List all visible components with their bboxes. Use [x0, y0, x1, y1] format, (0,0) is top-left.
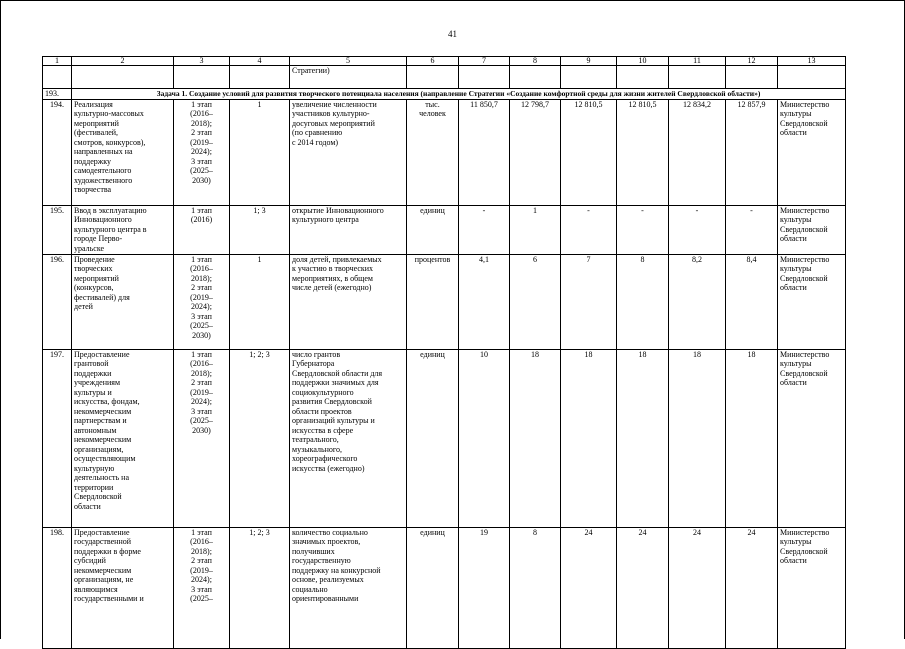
table-row	[43, 254, 846, 349]
empty-cell	[669, 66, 726, 89]
measure-cell: Предоставление государственной поддержки в форме субсидий некоммерческим организациям, не являющимся государственными и	[72, 527, 174, 648]
column-number: 9	[561, 57, 617, 66]
stages-cell: 1 этап (2016– 2018); 2 этап (2019– 2024); 3 этап (2025– 2030)	[174, 349, 230, 527]
column-number: 3	[174, 57, 230, 66]
value-2018: 6	[510, 254, 561, 349]
column-number: 2	[72, 57, 174, 66]
column-number: 8	[510, 57, 561, 66]
value-2027: 8,2	[669, 254, 726, 349]
row-number: 195.	[43, 205, 72, 254]
stages-cell: 1 этап (2016– 2018); 2 этап (2019– 2024); 3 этап (2025–	[174, 527, 230, 648]
empty-cell	[230, 66, 290, 89]
task-heading: Задача 1. Создание условий для развития творческого потенциала населения (направление Стратегии «Создание комфортной среды для жизни жителей Свердловской области»)	[72, 89, 846, 100]
row-number: 198.	[43, 527, 72, 648]
value-2024: 24	[617, 527, 669, 648]
empty-cell	[561, 66, 617, 89]
table-row	[43, 349, 846, 527]
executor-cell: Министерство культуры Свердловской области	[778, 205, 846, 254]
executor-cell: Министерство культуры Свердловской области	[778, 527, 846, 648]
column-number: 12	[726, 57, 778, 66]
column-number: 10	[617, 57, 669, 66]
empty-cell	[726, 66, 778, 89]
column-number: 6	[407, 57, 459, 66]
row-number: 193.	[43, 89, 72, 100]
table-row	[43, 527, 846, 648]
goal-ref-cell: 1; 2; 3	[230, 349, 290, 527]
value-2027: 12 834,2	[669, 99, 726, 205]
goal-ref-cell: 1; 3	[230, 205, 290, 254]
goal-ref-cell: 1	[230, 254, 290, 349]
empty-cell	[72, 66, 174, 89]
stages-cell: 1 этап (2016)	[174, 205, 230, 254]
strategy-table	[42, 56, 846, 649]
measure-cell: Ввод в эксплуатацию Инновационного культурного центра в городе Перво- уральске	[72, 205, 174, 254]
executor-cell: Министерство культуры Свердловской области	[778, 99, 846, 205]
continuation-text: Стратегии)	[290, 66, 407, 89]
value-2018: 1	[510, 205, 561, 254]
unit-cell: единиц	[407, 349, 459, 527]
column-number-row	[43, 57, 846, 66]
table-row	[43, 99, 846, 205]
goal-ref-cell: 1; 2; 3	[230, 527, 290, 648]
unit-cell: единиц	[407, 205, 459, 254]
unit-cell: единиц	[407, 527, 459, 648]
value-2027: -	[669, 205, 726, 254]
column-number: 7	[459, 57, 510, 66]
indicator-cell: количество социально значимых проектов, получивших государственную поддержку на конкурсной основе, реализуемых социально ориентированными	[290, 527, 407, 648]
column-number: 4	[230, 57, 290, 66]
row-number: 194.	[43, 99, 72, 205]
value-2020: 24	[561, 527, 617, 648]
value-2030: 12 857,9	[726, 99, 778, 205]
empty-cell	[174, 66, 230, 89]
empty-cell	[778, 66, 846, 89]
page-number: 41	[448, 29, 457, 39]
value-2027: 24	[669, 527, 726, 648]
value-2024: -	[617, 205, 669, 254]
value-2020: 7	[561, 254, 617, 349]
row-number: 196.	[43, 254, 72, 349]
empty-cell	[43, 66, 72, 89]
value-2018: 8	[510, 527, 561, 648]
row-number: 197.	[43, 349, 72, 527]
value-2024: 8	[617, 254, 669, 349]
value-2016: 10	[459, 349, 510, 527]
value-2030: 18	[726, 349, 778, 527]
empty-cell	[617, 66, 669, 89]
goal-ref-cell: 1	[230, 99, 290, 205]
value-2030: 8,4	[726, 254, 778, 349]
value-2016: 19	[459, 527, 510, 648]
continuation-row	[43, 66, 846, 89]
value-2016: 4,1	[459, 254, 510, 349]
stages-cell: 1 этап (2016– 2018); 2 этап (2019– 2024); 3 этап (2025– 2030)	[174, 254, 230, 349]
indicator-cell: доля детей, привлекаемых к участию в творческих мероприятиях, в общем числе детей (ежегодно)	[290, 254, 407, 349]
empty-cell	[510, 66, 561, 89]
column-number: 5	[290, 57, 407, 66]
indicator-cell: число грантов Губернатора Свердловской области для поддержки значимых для социокультурного развития Свердловской области проектов организаций культуры и искусства в сфере театрального, музыкального, хореографического искусства (ежегодно)	[290, 349, 407, 527]
value-2027: 18	[669, 349, 726, 527]
value-2020: -	[561, 205, 617, 254]
value-2016: -	[459, 205, 510, 254]
value-2016: 11 850,7	[459, 99, 510, 205]
value-2020: 18	[561, 349, 617, 527]
measure-cell: Реализация культурно-массовых мероприятий (фестивалей, смотров, конкурсов), направленных на поддержку самодеятельного художественного творчества	[72, 99, 174, 205]
task-row	[43, 89, 846, 100]
unit-cell: процентов	[407, 254, 459, 349]
value-2024: 12 810,5	[617, 99, 669, 205]
value-2018: 18	[510, 349, 561, 527]
value-2030: 24	[726, 527, 778, 648]
value-2018: 12 798,7	[510, 99, 561, 205]
empty-cell	[459, 66, 510, 89]
empty-cell	[407, 66, 459, 89]
value-2024: 18	[617, 349, 669, 527]
measure-cell: Проведение творческих мероприятий (конкурсов, фестивалей) для детей	[72, 254, 174, 349]
value-2030: -	[726, 205, 778, 254]
stages-cell: 1 этап (2016– 2018); 2 этап (2019– 2024); 3 этап (2025– 2030)	[174, 99, 230, 205]
column-number: 11	[669, 57, 726, 66]
indicator-cell: открытие Инновационного культурного центра	[290, 205, 407, 254]
unit-cell: тыс. человек	[407, 99, 459, 205]
table-row	[43, 205, 846, 254]
measure-cell: Предоставление грантовой поддержки учреждениям культуры и искусства, фондам, некоммерческим партнерствам и автономным некоммерческим организациям, осуществляющим культурную деятельность на территории Свердловской области	[72, 349, 174, 527]
executor-cell: Министерство культуры Свердловской области	[778, 349, 846, 527]
executor-cell: Министерство культуры Свердловской области	[778, 254, 846, 349]
indicator-cell: увеличение численности участников культурно- досуговых мероприятий (по сравнению с 2014 годом)	[290, 99, 407, 205]
value-2020: 12 810,5	[561, 99, 617, 205]
column-number: 1	[43, 57, 72, 66]
column-number: 13	[778, 57, 846, 66]
